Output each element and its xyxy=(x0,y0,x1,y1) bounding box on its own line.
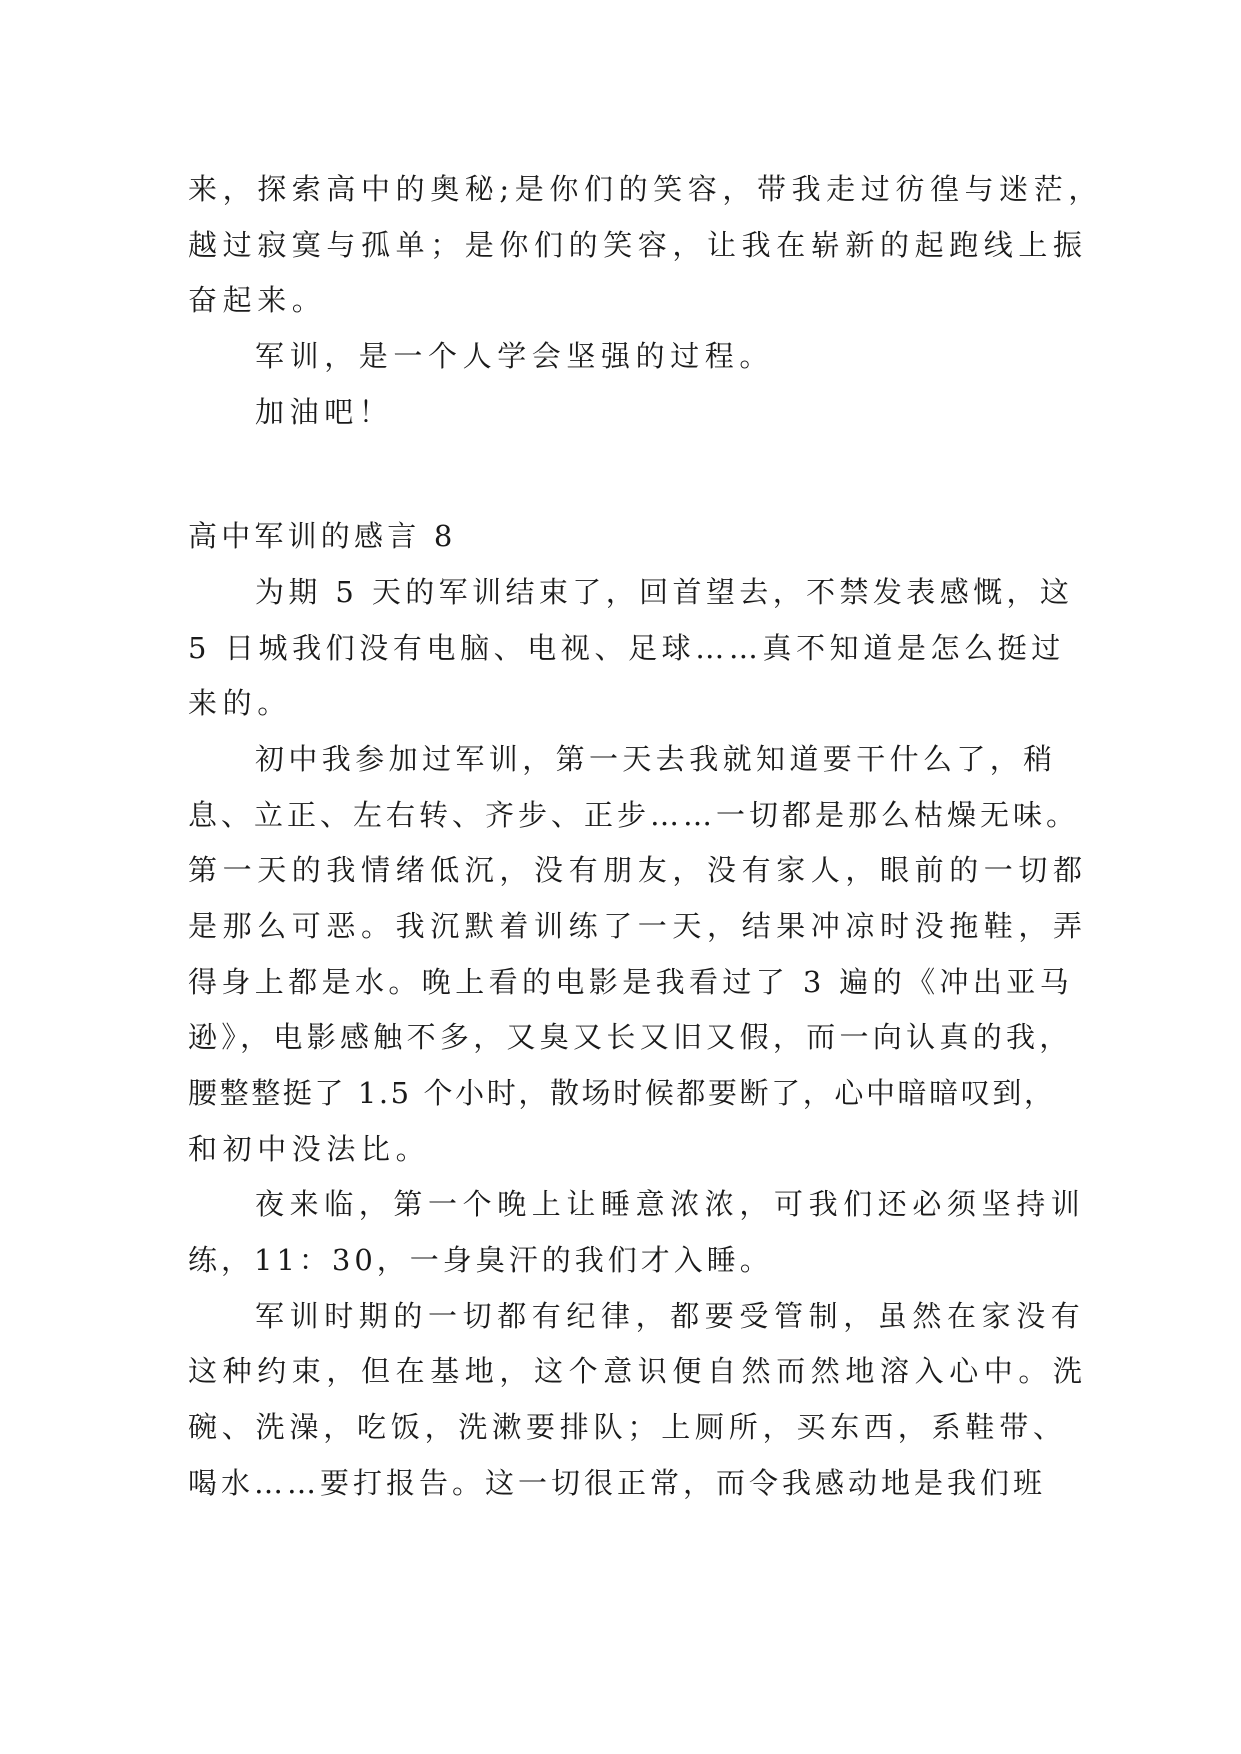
text-line: 是那么可恶。我沉默着训练了一天，结果冲凉时没拖鞋，弄 xyxy=(188,909,1088,943)
text-line: 加油吧！ xyxy=(255,395,394,429)
text-line: 逊》，电影感触不多，又臭又长又旧又假，而一向认真的我， xyxy=(188,1020,1073,1054)
text-line: 息、立正、左右转、齐步、正步……一切都是那么枯燥无味。 xyxy=(188,798,1080,832)
text-line: 练，11：30，一身臭汗的我们才入睡。 xyxy=(188,1243,773,1277)
text-line: 这种约束，但在基地，这个意识便自然而然地溶入心中。洗 xyxy=(188,1354,1088,1388)
text-line: 奋起来。 xyxy=(188,283,327,317)
text-line: 腰整整挺了 1.5 个小时，散场时候都要断了，心中暗暗叹到， xyxy=(188,1076,1056,1110)
text-line: 军训时期的一切都有纪律，都要受管制，虽然在家没有 xyxy=(255,1299,1086,1333)
text-line: 为期 5 天的军训结束了，回首望去，不禁发表感慨，这 xyxy=(255,575,1074,609)
text-line: 越过寂寞与孤单；是你们的笑容，让我在崭新的起跑线上振 xyxy=(188,228,1088,262)
text-line: 碗、洗澡，吃饭，洗漱要排队；上厕所，买东西，系鞋带、 xyxy=(188,1410,1067,1444)
text-line: 喝水……要打报告。这一切很正常，而令我感动地是我们班 xyxy=(188,1466,1047,1500)
text-line: 来的。 xyxy=(188,686,292,720)
text-line: 夜来临，第一个晚上让睡意浓浓，可我们还必须坚持训 xyxy=(255,1187,1086,1221)
text-line: 得身上都是水。晚上看的电影是我看过了 3 遍的《冲出亚马 xyxy=(188,965,1074,999)
text-line: 初中我参加过军训，第一天去我就知道要干什么了，稍 xyxy=(255,742,1057,776)
section-heading: 高中军训的感言 8 xyxy=(188,519,457,553)
text-line: 和初中没法比。 xyxy=(188,1132,431,1166)
text-line: 来，探索高中的奥秘;是你们的笑容，带我走过彷徨与迷茫， xyxy=(188,172,1103,206)
text-line: 军训，是一个人学会坚强的过程。 xyxy=(255,339,775,373)
text-line: 第一天的我情绪低沉，没有朋友，没有家人，眼前的一切都 xyxy=(188,853,1088,887)
text-line: 5 日城我们没有电脑、电视、足球……真不知道是怎么挺过 xyxy=(188,631,1065,665)
